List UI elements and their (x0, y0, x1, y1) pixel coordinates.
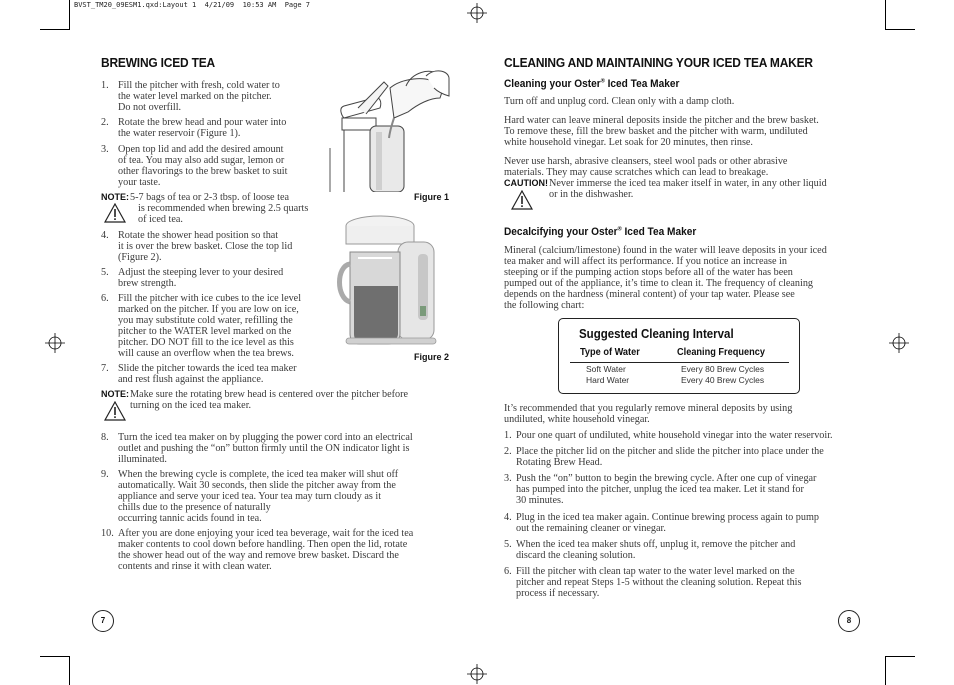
note-1: NOTE: 5-7 bags of tea or 2-3 tbsp. of loose tea is recommended when brewing 2.5 quarts of iced tea. (101, 192, 309, 225)
caution-label: CAUTION! (504, 178, 548, 188)
recommendation-paragraph: It’s recommended that you regularly remove mineral deposits by using undiluted, white household vinegar. (504, 403, 793, 425)
table-row: Soft Water Hard Water (586, 364, 630, 385)
figure-1-caption: Figure 1 (414, 192, 450, 202)
decalcifying-subheading: Decalcifying your Oster® Iced Tea Maker (504, 226, 697, 238)
brewing-heading: BREWING ICED TEA (101, 55, 216, 70)
page-number-right: 8 (838, 610, 860, 632)
step-10: 10. After you are done enjoying your iced tea beverage, wait for the iced tea maker contents to cool down before handling. Then open the lid, rotate the shower head out of the way and remove brew basket. Discard the contents and rinse it with clean water. (101, 528, 414, 572)
registration-mark-right (889, 333, 909, 353)
step-8: 8. Turn the iced tea maker on by plugging the power cord into an electrical outlet and pushing the “on” button firmly until the ON indicator light is illuminated. (101, 432, 413, 465)
step-3: 3. Push the “on” button to begin the brewing cycle. After one cup of vinegar has pumped into the pitcher, unplug the iced tea maker. Let it stand for 30 minutes. (504, 473, 817, 506)
step-3: 3. Open top lid and add the desired amount of tea. You may also add sugar, lemon or other flavorings to the brew basket to suit your taste. (101, 144, 288, 188)
step-7: 7. Slide the pitcher towards the iced tea maker and rest flush against the appliance. (101, 363, 297, 385)
table-header-rule (570, 362, 789, 363)
note-2: NOTE: Make sure the rotating brew head is centered over the pitcher before turning on the iced tea maker. (101, 389, 409, 411)
cleaning-paragraphs: Turn off and unplug cord. Clean only with a damp cloth. Hard water can leave mineral deposits inside the pitcher and the brew basket. To remove these, fill the brew basket and the pitcher with warm, undiluted white household vinegar. Let soak for 20 minutes, then rinse. Never use harsh, abrasive cleansers, steel wool pads or other abrasive materials. They may cause scratches which can lead to breakage. (504, 96, 819, 178)
step-2: 2. Rotate the brew head and pour water into the water reservoir (Figure 1). (101, 117, 287, 139)
column-header-water: Type of Water (580, 347, 640, 358)
registration-mark-top (467, 3, 487, 23)
caution-note: CAUTION! Never immerse the iced tea maker itself in water, in any other liquid or in the dishwasher. (504, 178, 827, 200)
figure-2-caption: Figure 2 (414, 352, 450, 362)
cleaning-heading: CLEANING AND MAINTAINING YOUR ICED TEA MAKER (504, 55, 813, 70)
step-4: 4. Plug in the iced tea maker again. Continue brewing process again to pump out the remaining cleaner or vinegar. (504, 512, 819, 534)
step-5: 5. When the iced tea maker shuts off, unplug it, remove the pitcher and discard the cleaning solution. (504, 539, 796, 561)
brewing-steps-1-3 (101, 80, 321, 188)
step-9: 9. When the brewing cycle is complete, the iced tea maker will shut off automatically. Wait 30 seconds, then slide the pitcher away from the appliance and serve your iced tea. Your tea may turn cloudy as it chills due to the presence of naturally occurring tannic acids found in tea. (101, 469, 399, 524)
warning-icon (104, 401, 126, 421)
figure-1-illustration (322, 68, 450, 192)
note-label: NOTE: (101, 192, 129, 202)
file-slug: BVST_TM20_09ESM1.qxd:Layout 1 4/21/09 10:53 AM Page 7 (74, 1, 311, 9)
table-row: Every 80 Brew Cycles Every 40 Brew Cycles (681, 364, 765, 385)
decalcify-steps (504, 430, 864, 599)
step-2: 2. Place the pitcher lid on the pitcher and slide the pitcher into place under the Rotating Brew Head. (504, 446, 824, 468)
registration-mark-bottom (467, 664, 487, 684)
step-1: 1. Pour one quart of undiluted, white household vinegar into the water reservoir. (504, 430, 833, 441)
cleaning-interval-title: Suggested Cleaning Interval (579, 327, 734, 341)
brewing-steps-4-7 (101, 230, 326, 385)
decalcifying-paragraph: Mineral (calcium/limestone) found in the water will leave deposits in your iced tea maker and will affect its performance. If you notice an increase in steeping or if the pumping action stops before all of the water has been pumped out of the appliance, it’s time to clean it. The frequency of cleaning depends on the hardness (mineral content) of your tap water. Please see the following chart: (504, 245, 827, 311)
step-6: 6. Fill the pitcher with clean tap water to the water level marked on the pitcher and repeat Steps 1-5 without the cleaning solution. Repeat this process if necessary. (504, 566, 802, 599)
cleaning-subheading: Cleaning your Oster® Iced Tea Maker (504, 78, 680, 90)
figure-2-illustration (332, 214, 442, 346)
step-4: 4. Rotate the shower head position so that it is over the brew basket. Close the top lid (Figure 2). (101, 230, 293, 263)
step-1: 1. Fill the pitcher with fresh, cold water to the water level marked on the pitcher. Do not overfill. (101, 80, 280, 113)
warning-icon (511, 190, 533, 210)
brewing-steps-8-10 (101, 432, 446, 572)
column-header-frequency: Cleaning Frequency (677, 347, 765, 358)
note-label: NOTE: (101, 389, 129, 399)
page-number-left: 7 (92, 610, 114, 632)
step-6: 6. Fill the pitcher with ice cubes to the ice level marked on the pitcher. If you are low on ice, you may substitute cold water, refilling the pitcher to the WATER level marked on the pitcher. DO NOT fill to the ice level as this will cause an overflow when the tea brews. (101, 293, 302, 359)
registration-mark-left (45, 333, 65, 353)
warning-icon (104, 203, 126, 223)
step-5: 5. Adjust the steeping lever to your desired brew strength. (101, 267, 284, 289)
